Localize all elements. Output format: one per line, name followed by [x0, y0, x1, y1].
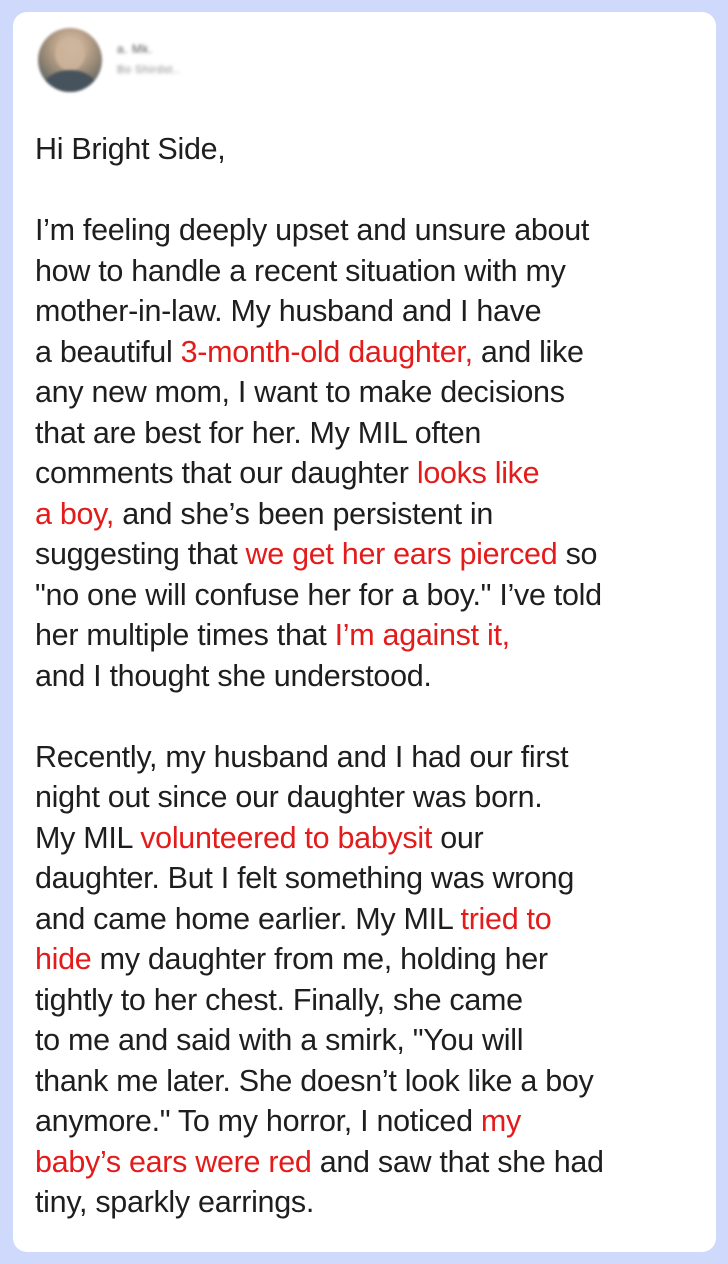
highlighted-phrase: I’m against it, — [334, 618, 510, 652]
text-line: Recently, my husband and I had our first — [35, 739, 569, 774]
text-line: comments that our daughter looks like — [35, 456, 540, 490]
text-line: a beautiful 3-month-old daughter, and like — [35, 334, 584, 369]
highlighted-phrase: looks like — [416, 456, 540, 490]
text-line: hide my daughter from me, holding her — [35, 942, 548, 976]
text-line: and I thought she understood. — [35, 658, 432, 693]
avatar-shoulders-shape — [43, 70, 97, 92]
text-line: night out since our daughter was born. — [35, 780, 543, 814]
text-line: a boy, and she’s been persistent in — [35, 496, 494, 531]
text-line: tightly to her chest. Finally, she came — [35, 982, 523, 1017]
greeting: Hi Bright Side, — [35, 132, 226, 166]
text-line: mother-in-law. My husband and I have — [35, 294, 542, 328]
highlighted-phrase: hide — [35, 942, 92, 976]
highlighted-phrase: volunteered to babysit — [140, 820, 433, 855]
text-line: "no one will confuse her for a boy." I’ve told — [35, 577, 602, 612]
text-line: tiny, sparkly earrings. — [35, 1185, 314, 1219]
paragraph-spacer — [35, 696, 705, 737]
letter-card — [13, 12, 716, 1252]
text-line: to me and said with a smirk, "You will — [35, 1023, 524, 1057]
text-line: any new mom, I want to make decisions — [35, 375, 565, 409]
paragraph-spacer — [35, 170, 705, 211]
highlighted-phrase: my — [480, 1104, 521, 1138]
text-line: her multiple times that I’m against it, — [35, 618, 510, 652]
paragraph-1 — [35, 210, 705, 696]
text-line: suggesting that we get her ears pierced so — [35, 537, 598, 571]
author-subtitle: Bo Shirdst.. — [117, 64, 180, 76]
highlighted-phrase: tried to — [460, 901, 552, 936]
text-line: how to handle a recent situation with my — [35, 253, 566, 288]
author-name: a. Mk. — [117, 42, 153, 56]
highlighted-phrase: baby’s ears were red — [35, 1144, 312, 1179]
highlighted-phrase: a boy, — [35, 496, 115, 531]
text-line: My MIL volunteered to babysit our — [35, 820, 484, 855]
highlighted-phrase: we get her ears pierced — [245, 537, 558, 571]
text-line: daughter. But I felt something was wrong — [35, 861, 575, 895]
paragraph-2 — [35, 737, 705, 1223]
avatar — [38, 28, 102, 92]
highlighted-phrase: 3-month-old daughter, — [180, 334, 473, 369]
text-line: anymore." To my horror, I noticed my — [35, 1104, 521, 1138]
text-line: thank me later. She doesn’t look like a boy — [35, 1063, 594, 1098]
avatar-head-shape — [55, 37, 85, 71]
text-line: that are best for her. My MIL often — [35, 415, 482, 450]
text-line: and came home earlier. My MIL tried to — [35, 901, 552, 936]
text-line: I’m feeling deeply upset and unsure about — [35, 213, 590, 247]
text-line: baby’s ears were red and saw that she had — [35, 1144, 604, 1179]
letter-body — [35, 129, 705, 1223]
